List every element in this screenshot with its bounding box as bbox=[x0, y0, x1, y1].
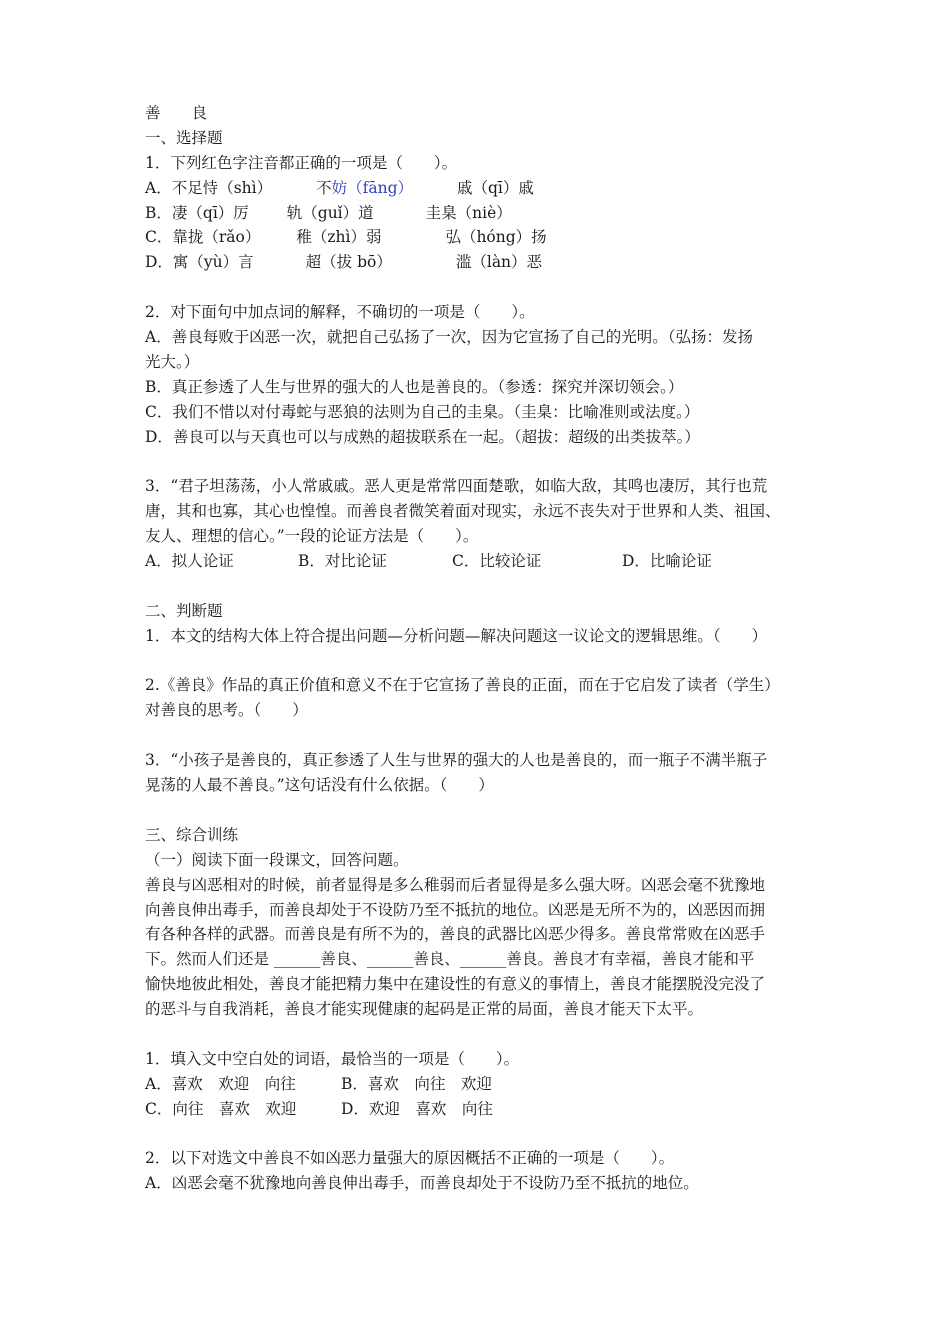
s1-q3-line1: 3．“君子坦荡荡，小人常戚戚。恶人更是常常四面楚歌，如临大敌，其鸣也凄厉，其行也荒 bbox=[145, 477, 768, 496]
s1-q1-d-part1: D．寓（yù）言 bbox=[145, 253, 254, 272]
document-content bbox=[145, 101, 820, 1196]
section-1-heading: 一、选择题 bbox=[145, 128, 223, 147]
s1-q1-d-part2: 超（拔 bō） bbox=[305, 253, 392, 272]
s1-q2-option-d: D．善良可以与天真也可以与成熟的超拔联系在一起。（超拔：超级的出类拔萃。） bbox=[145, 427, 700, 446]
s1-q2-option-b: B．真正参透了人生与世界的强大的人也是善良的。（参透：探究并深切领会。） bbox=[145, 377, 684, 396]
s3-passage-line: 善良与凶恶相对的时候，前者显得是多么稚弱而后者显得是多么强大呀。凶恶会毫不犹豫地 bbox=[145, 875, 766, 894]
s1-q1-b-part2: 轨（guǐ）道 bbox=[286, 203, 374, 222]
section-2-heading: 二、判断题 bbox=[145, 601, 223, 620]
s3-q1-options-row2 bbox=[145, 1097, 820, 1122]
s1-q1-b-part3: 圭臬（niè） bbox=[425, 203, 512, 222]
s1-q1-d-part3: 滥（làn）恶 bbox=[455, 253, 543, 272]
s1-q2-option-a-line2: 光大。） bbox=[145, 352, 200, 371]
document-title: 善 良 bbox=[145, 104, 208, 122]
s1-q1-a-part2-highlight: 妨（fāng） bbox=[331, 178, 413, 197]
s1-q1-b-part1: B．凄（qī）厉 bbox=[145, 203, 249, 222]
s3-q1-option-c: C．向往 喜欢 欢迎 bbox=[145, 1099, 297, 1118]
s1-q1-option-b bbox=[145, 201, 820, 226]
s1-q3-option-b: B．对比论证 bbox=[298, 552, 387, 571]
s3-subheading: （一）阅读下面一段课文，回答问题。 bbox=[145, 850, 409, 869]
s3-q1-option-b: B．喜欢 向往 欢迎 bbox=[341, 1074, 492, 1093]
s3-passage-line: 的恶斗与自我消耗，善良才能实现健康的起码是正常的局面，善良才能天下太平。 bbox=[145, 1000, 704, 1019]
s1-q2-stem: 2．对下面句中加点词的解释，不确切的一项是（ ）。 bbox=[145, 303, 535, 322]
s1-q1-c-part3: 弘（hóng）扬 bbox=[445, 228, 547, 247]
s3-q1-option-a: A．喜欢 欢迎 向往 bbox=[145, 1074, 296, 1093]
s3-q2-option-a: A．凶恶会毫不犹豫地向善良伸出毒手，而善良却处于不设防乃至不抵抗的地位。 bbox=[145, 1174, 699, 1193]
s1-q1-a-part1: A．不足恃（shì） bbox=[145, 178, 273, 197]
s1-q1-stem: 1．下列红色字注音都正确的一项是（ ）。 bbox=[145, 153, 458, 172]
s1-q3-option-a: A．拟人论证 bbox=[145, 552, 234, 571]
s3-passage-line: 愉快地彼此相处，善良才能把精力集中在建设性的有意义的事情上，善良才能摆脱没完没了 bbox=[145, 975, 766, 994]
s1-q1-a-part3: 戚（qī）戚 bbox=[457, 178, 534, 197]
s2-q2-line1: 2.《善良》作品的真正价值和意义不在于它宣扬了善良的正面，而在于它启发了读者（学生） bbox=[145, 676, 780, 695]
s3-passage-line: 下。然而人们还是 ______善良、______善良、______善良。善良才有幸福，善良才能和平 bbox=[145, 950, 755, 969]
s1-q3-options bbox=[145, 549, 820, 574]
s1-q1-c-part2: 稚（zhì）弱 bbox=[296, 228, 382, 247]
s1-q1-option-d bbox=[145, 250, 820, 275]
s3-passage-line: 向善良伸出毒手，而善良却处于不设防乃至不抵抗的地位。凶恶是无所不为的，凶恶因而拥 bbox=[145, 900, 766, 919]
s2-q2-line2: 对善良的思考。（ ） bbox=[145, 701, 308, 720]
s1-q3-line2: 唐，其和也寡，其心也惶惶。而善良者微笑着面对现实，永远不丧失对于世界和人类、祖国、 bbox=[145, 502, 781, 521]
s1-q3-option-d: D．比喻论证 bbox=[622, 552, 712, 571]
s1-q1-option-a bbox=[145, 176, 820, 201]
s3-q2-stem: 2．以下对选文中善良不如凶恶力量强大的原因概括不正确的一项是（ ）。 bbox=[145, 1149, 675, 1168]
s1-q1-c-part1: C．靠拢（rǎo） bbox=[145, 228, 261, 247]
s1-q1-option-c bbox=[145, 225, 820, 250]
s3-q1-options-row1 bbox=[145, 1072, 820, 1097]
s1-q3-line3: 友人、理想的信心。”一段的论证方法是（ ）。 bbox=[145, 527, 479, 546]
s1-q2-option-a-line1: A．善良每败于凶恶一次，就把自己弘扬了一次，因为它宣扬了自己的光明。（弘扬：发扬 bbox=[145, 328, 753, 347]
s1-q1-a-part2: 不 bbox=[316, 178, 332, 197]
s2-q1: 1．本文的结构大体上符合提出问题—分析问题—解决问题这一议论文的逻辑思维。（ ） bbox=[145, 626, 768, 645]
s3-q1-option-d: D．欢迎 喜欢 向往 bbox=[341, 1099, 493, 1118]
s2-q3-line1: 3．“小孩子是善良的，真正参透了人生与世界的强大的人也是善良的，而一瓶子不满半瓶子 bbox=[145, 751, 768, 770]
s3-q1-stem: 1．填入文中空白处的词语，最恰当的一项是（ ）。 bbox=[145, 1049, 520, 1068]
s3-passage-line: 有各种各样的武器。而善良是有所不为的，善良的武器比凶恶少得多。善良常常败在凶恶手 bbox=[145, 925, 766, 944]
s2-q3-line2: 晃荡的人最不善良。”这句话没有什么依据。（ ） bbox=[145, 776, 494, 795]
s1-q3-option-c: C．比较论证 bbox=[452, 552, 542, 571]
section-3-heading: 三、综合训练 bbox=[145, 825, 239, 844]
s1-q2-option-c: C．我们不惜以对付毒蛇与恶狼的法则为自己的圭臬。（圭臬：比喻准则或法度。） bbox=[145, 402, 700, 421]
